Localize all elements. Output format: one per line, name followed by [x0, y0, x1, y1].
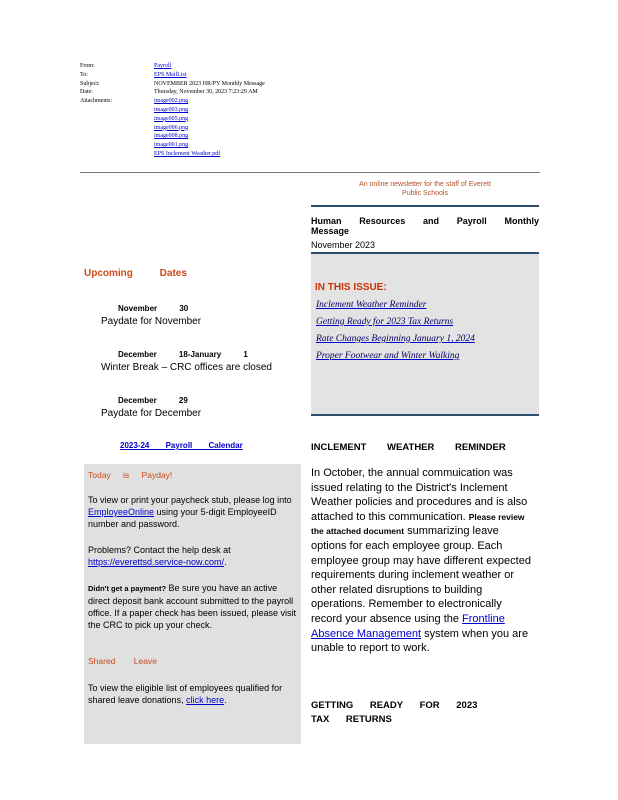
to-row — [80, 71, 265, 80]
payment-paragraph — [88, 582, 296, 631]
email-header — [80, 62, 265, 159]
inclement-text-2: summarizing leave options for each employee group. Each employee group may have different expected requirements during inclement weather or other related disruptions to building operations. Remember to electronically record your absence using the — [311, 525, 531, 625]
shared-leave-heading: Shared Leave — [88, 656, 157, 666]
issue-link[interactable]: Rate Changes Beginning January 1, 2024 — [316, 334, 475, 344]
upcoming-heading: Upcoming Dates — [84, 268, 187, 279]
title-word: and — [422, 216, 439, 226]
tagline-line-1: An online newsletter for the staff of Everett — [359, 181, 491, 188]
tagline-line-2: Public Schools — [402, 190, 448, 197]
event-desc: Winter Break – CRC offices are closed — [101, 362, 272, 373]
in-this-issue-list — [316, 297, 528, 365]
issue-link[interactable]: Getting Ready for 2023 Tax Returns — [316, 317, 454, 327]
inclement-please: Please review the attached document — [311, 511, 525, 537]
paystub-paragraph — [88, 494, 296, 530]
frontline-link[interactable]: Frontline Absence Management — [311, 612, 505, 640]
event-desc: Paydate for November — [101, 316, 202, 327]
title-word: Payroll — [456, 216, 487, 226]
subject-value: NOVEMBER 2023 HR/PY Monthly Message — [154, 80, 265, 87]
subject-label: Subject: — [80, 80, 100, 87]
title-line-2: Message — [311, 226, 350, 236]
attachment-link[interactable]: image006.png — [154, 124, 189, 131]
shared-leave-link[interactable]: click here — [186, 695, 225, 705]
payment-text: Be sure you have an active direct deposit bank account submitted to the payroll office. If a paper check has been issued, please visit the CRC to pick up your check. — [88, 583, 296, 630]
shared-leave-text: To view the eligible list of employees qualified for shared leave donations, — [88, 683, 283, 705]
helpdesk-link[interactable]: https://everettsd.service-now.com/ — [88, 557, 225, 567]
subject-row — [80, 80, 265, 89]
paystub-text-2: using your 5-digit EmployeeID number and password. — [88, 507, 277, 529]
attachment-link[interactable]: image005.png — [154, 115, 189, 122]
attachments-row — [80, 97, 265, 159]
event-date: November 30 — [118, 304, 189, 313]
in-this-issue-heading: IN THIS ISSUE: — [315, 282, 387, 293]
payroll-calendar-link[interactable]: 2023-24 Payroll Calendar — [120, 441, 243, 450]
payment-lead: Didn't get a payment? — [88, 584, 167, 593]
header-divider — [80, 172, 540, 173]
helpdesk-text-2: . — [224, 557, 227, 567]
newsletter-date: November 2023 — [311, 240, 376, 250]
to-label: To: — [80, 71, 88, 78]
attachments-label: Attachments: — [80, 98, 112, 105]
inclement-text-1: In October, the annual commuication was issued relating to the District's Inclement Weather policies and procedures and is also attached to this communication. — [311, 467, 528, 523]
paystub-text: To view or print your paycheck stub, please log into — [88, 495, 292, 505]
date-label: Date: — [80, 89, 93, 96]
attachment-link[interactable]: image003.png — [154, 106, 189, 113]
event-date: December 18-January 1 — [118, 350, 248, 359]
attachment-link[interactable]: image001.png — [154, 142, 189, 149]
event-date: December 29 — [118, 396, 188, 405]
from-label: From: — [80, 63, 95, 69]
helpdesk-text: Problems? Contact the help desk at — [88, 545, 231, 555]
employee-online-link[interactable]: EmployeeOnline — [88, 507, 155, 517]
from-link[interactable]: Payroll — [154, 63, 172, 69]
date-value: Thursday, November 30, 2023 7:23:29 AM — [154, 89, 258, 96]
helpdesk-paragraph — [88, 544, 296, 568]
newsletter-tagline — [311, 180, 539, 207]
inclement-text-3: system when you are unable to report to work. — [311, 627, 529, 655]
tax-heading: GETTING READY FOR 2023 TAX RETURNS — [311, 700, 478, 725]
attachments-list — [154, 97, 220, 159]
payday-heading: Today is Payday! — [88, 470, 173, 480]
shared-leave-text-2: . — [224, 695, 227, 705]
title-word: Resources — [359, 216, 406, 226]
attachment-link[interactable]: image002.png — [154, 98, 189, 105]
issue-link[interactable]: Inclement Weather Reminder — [316, 300, 427, 310]
issue-link[interactable]: Proper Footwear and Winter Walking — [316, 351, 460, 361]
inclement-heading: INCLEMENT WEATHER REMINDER — [311, 442, 506, 453]
payday-panel — [84, 464, 301, 744]
attachment-link[interactable]: image008.png — [154, 133, 189, 140]
newsletter-title — [311, 216, 539, 236]
inclement-body — [311, 466, 533, 656]
to-link[interactable]: EPS MailList — [154, 71, 187, 78]
from-row — [80, 62, 265, 71]
title-word: Human — [311, 216, 342, 226]
event-desc: Paydate for December — [101, 408, 202, 419]
attachment-link[interactable]: EPS Inclement Weather.pdf — [154, 150, 221, 157]
shared-leave-paragraph — [88, 682, 296, 706]
in-this-issue-box — [311, 252, 539, 416]
date-row — [80, 88, 265, 97]
title-word: Monthly — [504, 216, 539, 226]
